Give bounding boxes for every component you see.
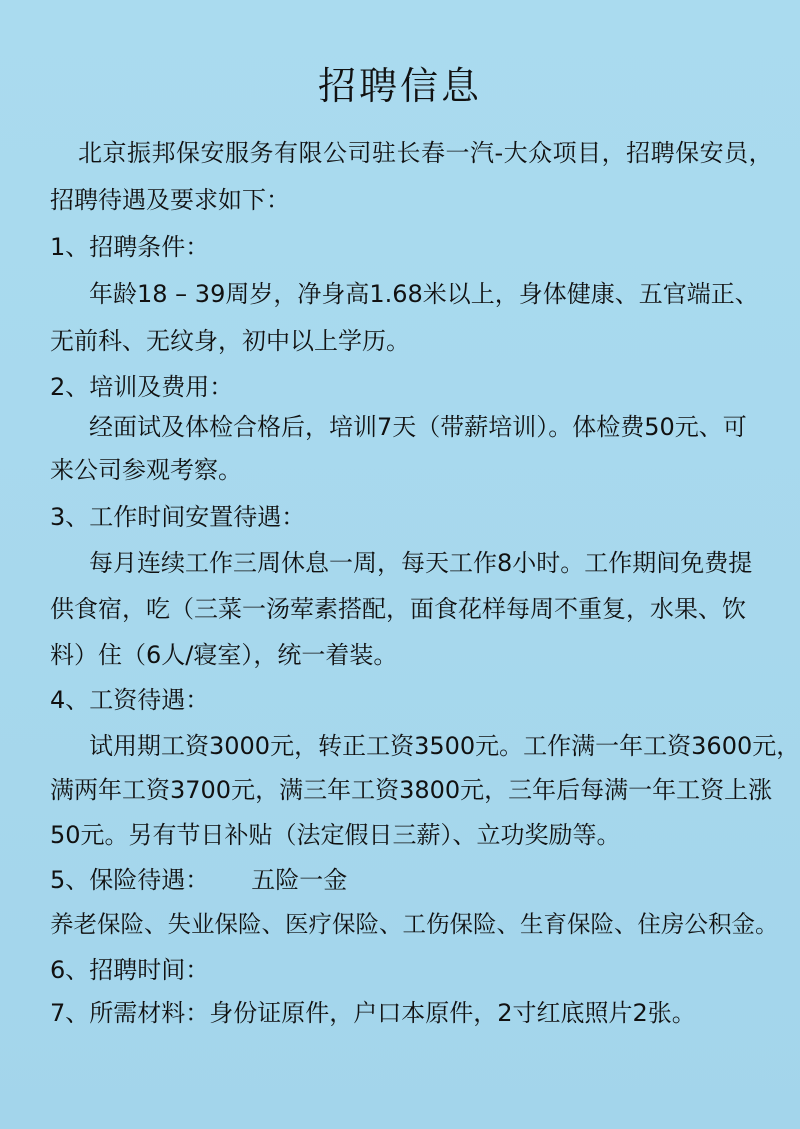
- section-3-heading: 3、工作时间安置待遇：: [50, 503, 306, 531]
- section-3-line-2: 供食宿，吃（三菜一汤荤素搭配，面食花样每周不重复，水果、饮: [50, 595, 746, 623]
- section-5-heading: 5、保险待遇：: [50, 866, 210, 894]
- section-1-line-1: 年龄18 – 39周岁，净身高1.68米以上，身体健康、五官端正、: [89, 280, 759, 308]
- section-6-heading: 6、招聘时间：: [50, 956, 210, 984]
- section-1-heading: 1、招聘条件：: [50, 233, 210, 261]
- section-7-heading: 7、所需材料：身份证原件，户口本原件，2寸红底照片2张。: [50, 999, 696, 1027]
- section-3-line-3: 料）住（6人/寝室），统一着装。: [50, 641, 398, 669]
- section-4-line-3: 50元。另有节日补贴（法定假日三薪）、立功奖励等。: [50, 821, 621, 849]
- section-5-heading-value: 五险一金: [251, 866, 348, 894]
- section-2-heading: 2、培训及费用：: [50, 373, 234, 401]
- section-4-line-1: 试用期工资3000元，转正工资3500元。工作满一年工资3600元，: [89, 732, 800, 760]
- section-2-line-1: 经面试及体检合格后，培训7天（带薪培训）。体检费50元、可: [89, 413, 747, 441]
- section-5-heading-row: [50, 863, 347, 897]
- section-1-line-2: 无前科、无纹身，初中以上学历。: [50, 327, 410, 355]
- intro-line-1: 北京振邦保安服务有限公司驻长春一汽-大众项目，招聘保安员，: [78, 139, 774, 167]
- section-3-line-1: 每月连续工作三周休息一周，每天工作8小时。工作期间免费提: [89, 549, 753, 577]
- page-title: 招聘信息: [317, 64, 482, 108]
- intro-line-2: 招聘待遇及要求如下：: [50, 186, 290, 214]
- section-2-line-2: 来公司参观考察。: [50, 456, 242, 484]
- section-5-line-1: 养老保险、失业保险、医疗保险、工伤保险、生育保险、住房公积金。: [50, 910, 779, 938]
- section-4-line-2: 满两年工资3700元，满三年工资3800元，三年后每满一年工资上涨: [50, 776, 773, 804]
- section-4-heading: 4、工资待遇：: [50, 686, 210, 714]
